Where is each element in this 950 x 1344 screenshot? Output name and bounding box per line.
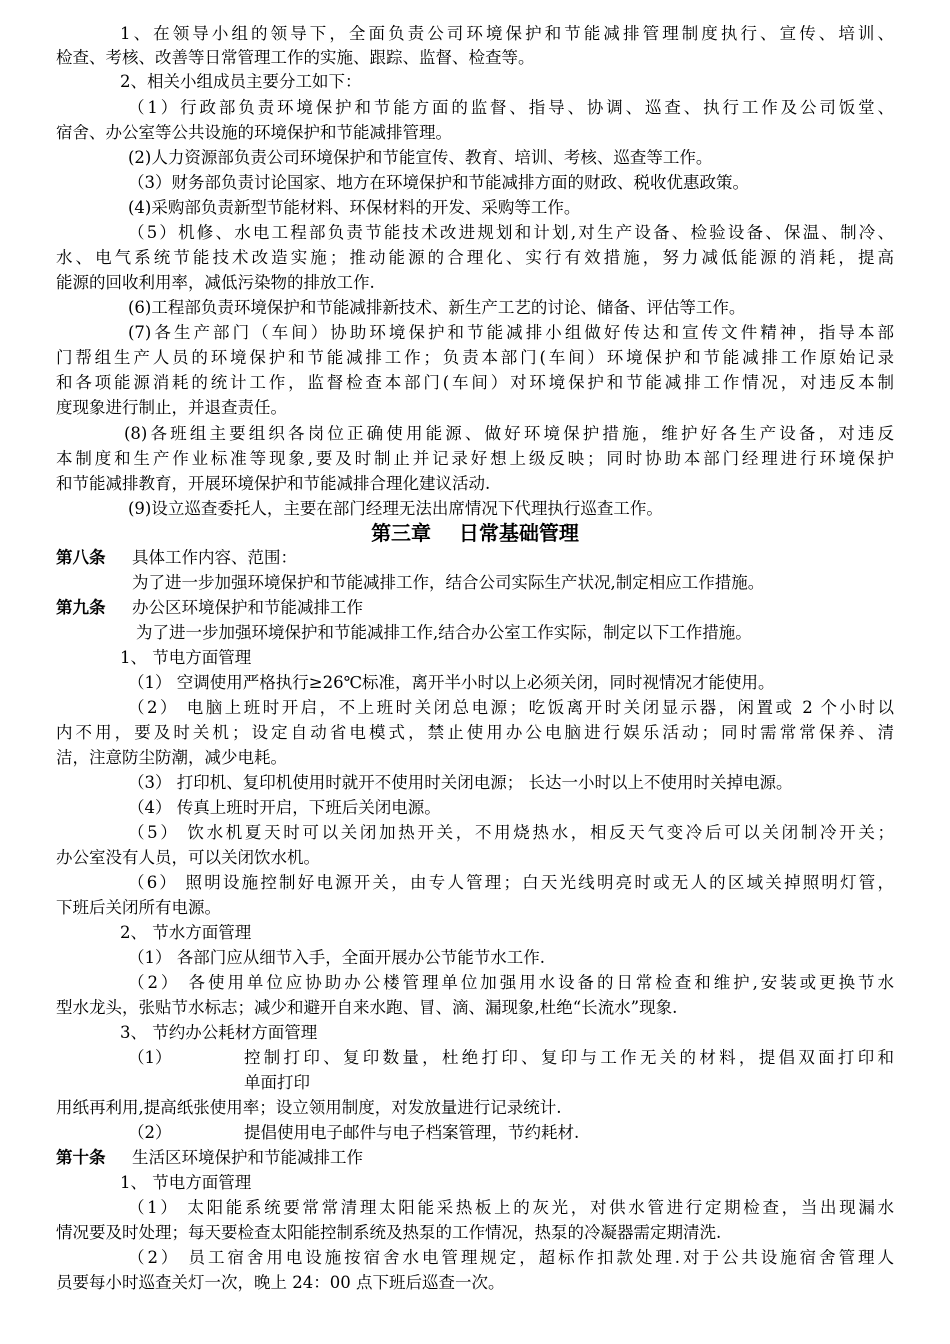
- list-item: （1） 空调使用严格执行≥26℃标准，离开半小时以上必须关闭，同时视情况才能使用。: [128, 673, 775, 692]
- list-item-line: （5）机修、水电工程部负责节能技术改进规划和计划,对生产设备、检验设备、保温、制冷、: [128, 223, 894, 242]
- article-label: 第八条: [56, 548, 106, 567]
- paragraph-line: 2、相关小组成员主要分工如下：: [120, 72, 362, 91]
- article-10-header: [56, 1146, 363, 1170]
- article-9-header: [56, 596, 363, 620]
- list-item: （3）财务部负责讨论国家、地方在环境保护和节能减排方面的财政、税收优惠政策。: [128, 173, 749, 192]
- list-item: （1） 各部门应从细节入手，全面开展办公节能节水工作.: [128, 948, 545, 967]
- list-item-line: 办公室没有人员，可以关闭饮水机。: [56, 848, 320, 867]
- list-item-line: 提倡使用电子邮件与电子档案管理，节约耗材.: [244, 1123, 580, 1142]
- list-item-line: （5） 饮水机夏天时可以关闭加热开关，不用烧热水，相反天气变冷后可以关闭制冷开关；: [128, 823, 894, 842]
- list-item-line: 型水龙头，张贴节水标志；减少和避开自来水跑、冒、滴、漏现象,杜绝“长流水”现象.: [56, 998, 678, 1017]
- list-item-line: 宿舍、办公室等公共设施的环境保护和节能减排管理。: [56, 123, 452, 142]
- list-item: （3） 打印机、复印机使用时就开不使用时关闭电源； 长达一小时以上不使用时关掉电源。: [128, 773, 793, 792]
- list-item-line: 单面打印: [244, 1073, 310, 1092]
- paragraph-line: 1、在领导小组的领导下，全面负责公司环境保护和节能减排管理制度执行、宣传、培训、: [120, 24, 894, 43]
- list-item-line: （2） 电脑上班时开启，不上班时关闭总电源；吃饭离开时关闭显示器，闲置或 2 个小时以: [128, 698, 894, 717]
- list-item-line: 内不用，要及时关机；设定自动省电模式，禁止使用办公电脑进行娱乐活动；同时需常常保养、清: [56, 723, 894, 742]
- list-item-line: 控制打印、复印数量，杜绝打印、复印与工作无关的材料，提倡双面打印和: [244, 1048, 894, 1067]
- list-item-line: 和节能减排教育，开展环境保护和节能减排合理化建议活动.: [56, 474, 491, 493]
- list-item-line: 和各项能源消耗的统计工作，监督检查本部门(车间）对环境保护和节能减排工作情况，对违反本制: [56, 373, 894, 392]
- list-item-line: 度现象进行制止，并退查责任。: [56, 398, 287, 417]
- article-8-header: [56, 546, 297, 570]
- list-item-line: （2） 员工宿舍用电设施按宿舍水电管理规定，超标作扣款处理.对于公共设施宿舍管理人: [128, 1248, 894, 1267]
- list-item-line: 下班后关闭所有电源。: [56, 898, 221, 917]
- article-body: 为了进一步加强环境保护和节能减排工作，结合公司实际生产状况,制定相应工作措施。: [132, 573, 765, 592]
- list-item-line: （1） 太阳能系统要常常清理太阳能采热板上的灰光，对供水管进行定期检查，当出现漏水: [128, 1198, 894, 1217]
- section-heading: 3、 节约办公耗材方面管理: [120, 1023, 318, 1042]
- list-item-line: (7)各生产部门（车间）协助环境保护和节能减排小组做好传达和宣传文件精神，指导本部: [128, 323, 894, 342]
- list-item-line: 本制度和生产作业标准等现象,要及时制止并记录好想上级反映；同时协助本部门经理进行环境保护: [56, 449, 894, 468]
- chapter-heading: 第三章 日常基础管理: [371, 521, 579, 545]
- list-item-line: 用纸再利用,提高纸张使用率；设立领用制度，对发放量进行记录统计.: [56, 1098, 562, 1117]
- list-item-line: 能源的回收利用率，减低污染物的排放工作.: [56, 273, 375, 292]
- list-item: (6)工程部负责环境保护和节能减排新技术、新生产工艺的讨论、储备、评估等工作。: [128, 298, 746, 317]
- list-item-line: （1）行政部负责环境保护和节能方面的监督、指导、协调、巡查、执行工作及公司饭堂、: [128, 98, 894, 117]
- list-item-number: （1）: [128, 1048, 172, 1067]
- paragraph-line: 检查、考核、改善等日常管理工作的实施、跟踪、监督、检查等。: [56, 48, 535, 67]
- list-item: （4） 传真上班时开启，下班后关闭电源。: [128, 798, 441, 817]
- list-item-line: (8)各班组主要组织各岗位正确使用能源、做好环境保护措施，维护好各生产设备，对违反: [124, 424, 894, 443]
- list-item-line: （2） 各使用单位应协助办公楼管理单位加强用水设备的日常检查和维护,安装或更换节水: [128, 973, 894, 992]
- section-heading: 2、 节水方面管理: [120, 923, 252, 942]
- list-item: (9)设立巡查委托人，主要在部门经理无法出席情况下代理执行巡查工作。: [128, 499, 663, 518]
- list-item-line: 员要每小时巡查关灯一次，晚上 24：00 点下班后巡查一次。: [56, 1273, 505, 1292]
- article-title: 具体工作内容、范围：: [132, 548, 297, 567]
- article-title: 生活区环境保护和节能减排工作: [132, 1148, 363, 1167]
- list-item-line: 水、电气系统节能技术改造实施；推动能源的合理化、实行有效措施，努力减低能源的消耗，提高: [56, 248, 894, 267]
- list-item-line: 洁，注意防尘防潮，减少电耗。: [56, 748, 287, 767]
- section-heading: 1、 节电方面管理: [120, 1173, 252, 1192]
- list-item: (2)人力资源部负责公司环境保护和节能宣传、教育、培训、考核、巡查等工作。: [128, 148, 713, 167]
- list-item-number: （2）: [128, 1123, 172, 1142]
- list-item-line: 门帮组生产人员的环境保护和节能减排工作；负责本部门(车间）环境保护和节能减排工作原始记录: [56, 348, 894, 367]
- list-item: (4)采购部负责新型节能材料、环保材料的开发、采购等工作。: [128, 198, 581, 217]
- article-label: 第九条: [56, 598, 106, 617]
- list-item-line: 情况要及时处理；每天要检查太阳能控制系统及热泵的工作情况，热泵的冷凝器需定期清洗.: [56, 1223, 722, 1242]
- section-heading: 1、 节电方面管理: [120, 648, 252, 667]
- article-title: 办公区环境保护和节能减排工作: [132, 598, 363, 617]
- article-label: 第十条: [56, 1148, 106, 1167]
- list-item-line: （6） 照明设施控制好电源开关，由专人管理；白天光线明亮时或无人的区域关掉照明灯管，: [128, 873, 894, 892]
- article-intro: 为了进一步加强环境保护和节能减排工作,结合办公室工作实际，制定以下工作措施。: [136, 623, 752, 642]
